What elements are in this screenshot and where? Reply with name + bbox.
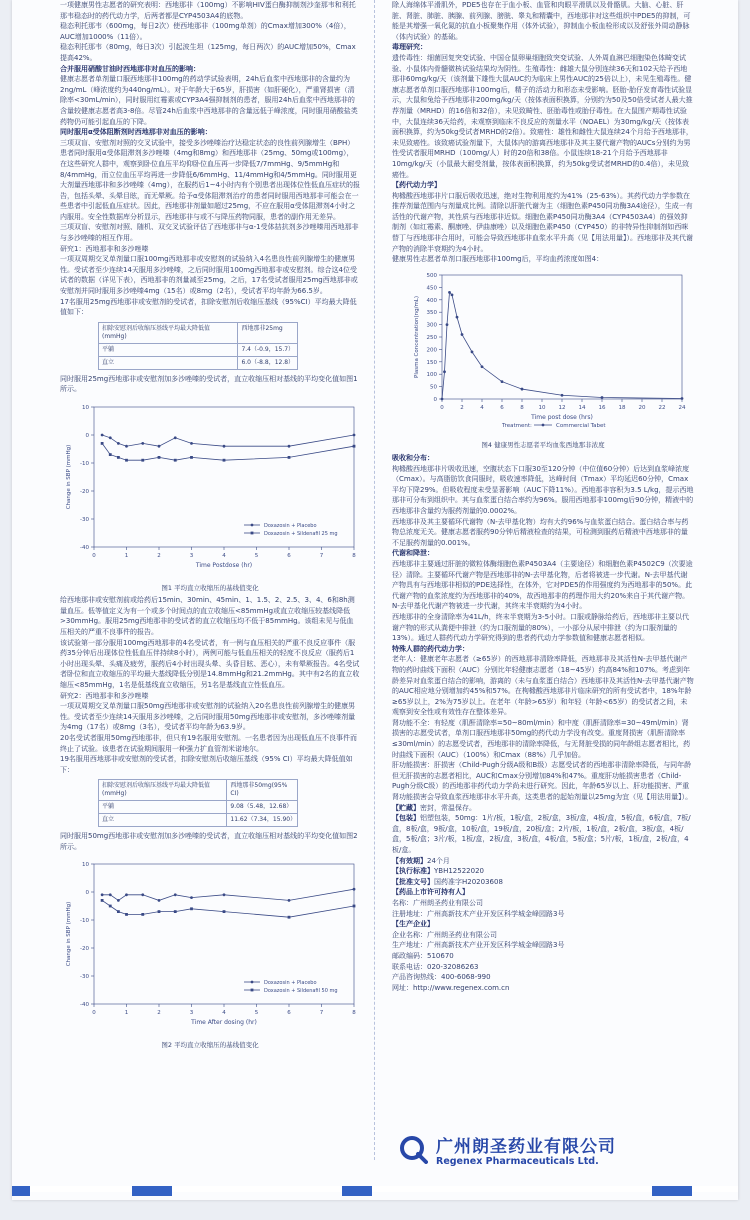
data-point <box>443 370 446 373</box>
text-paragraph: 20名受试者服用50mg西地那非，但只有19名服用安慰剂。一名患者因为出现低血压不良事件而终止了试验。该患者在试验期间服用一种强力扩血管剂米诺地尔。 <box>60 733 357 753</box>
x-axis-label: Time post dose (hrs) <box>531 413 593 421</box>
data-point <box>174 894 177 897</box>
y-axis-label: Change in SBP (mmHg) <box>66 902 72 967</box>
table-header: 扣除安慰剂后收缩压基线平均最大降低值(mmHg) <box>99 322 238 343</box>
x-tick-label: 2 <box>157 553 161 559</box>
section-heading: 代谢和降泄： <box>392 549 434 558</box>
legend-label: Doxazosin + Sildenafil 50 mg <box>264 988 338 995</box>
y-tick-label: 300 <box>426 322 437 329</box>
legend-marker <box>251 989 254 992</box>
x-tick-label: 12 <box>558 404 566 411</box>
text-paragraph: 同时服用50mg西地那非或安慰剂加多沙唑嗪的受试者，直立收缩压相对基线的平均变化值如图2所示。 <box>60 832 358 851</box>
text-paragraph: 一项双周期交叉单剂量口服100mg西地那非或安慰剂的试验纳入4名患良性前列腺增生的健康男性。受试者至少连续14天服用多沙唑嗪，之后同时服用100mg西地那非或安慰剂。综合这4位受试者的数据（详见下表），西地那非的剂量减至25mg，之后，17名受试者服用25mg西地那非或安慰剂并同时服用多沙唑嗪4mg（15名）或8mg（2名），受试者平均年龄为66.5岁。 <box>60 255 358 296</box>
line-chart-fig4 <box>392 267 692 435</box>
y-tick-label: 500 <box>426 272 437 279</box>
text-paragraph: 西地那非主要通过肝脏的微粒体酶细胞色素P4503A4（主要途径）和细胞色素P4502C9（次要途径）清除。主要循环代谢产物是西地那非的N-去甲基化物，后者将被进一步代谢。N-去甲基代谢产物具有与西地那非相似的PDE选择性，在体外，它对PDE5的作用强度约为西地那非的50%。此代谢产物的血浆浓度约为西地那非的40%，故西地那非的药理作用大约20%来自于其代谢产物。N-去甲基化代谢产物被进一步代谢，其终末半衰期约为4小时。 <box>392 559 693 611</box>
data-point <box>353 905 356 908</box>
x-tick-label: 20 <box>638 404 646 411</box>
y-tick-label: 10 <box>82 862 89 869</box>
data-point <box>141 442 144 445</box>
data-point <box>174 459 177 462</box>
x-tick-label: 0 <box>92 1010 96 1017</box>
data-point <box>190 456 193 459</box>
bar-segment <box>652 1186 692 1196</box>
text-paragraph: 一项健康男性志愿者的研究表明：西地那非（100mg）不影响HIV蛋白酶抑制剂沙奎那韦和利托那韦稳态时的药代动力学，后两者都是CYP4503A4的底物。 <box>60 1 356 20</box>
y-tick-label: 10 <box>82 405 89 411</box>
x-tick-label: 22 <box>658 404 666 411</box>
x-tick-label: 4 <box>480 404 484 411</box>
x-tick-label: 8 <box>352 553 356 559</box>
y-tick-label: 200 <box>426 347 437 354</box>
figure-caption: 图2 平均直立收缩压的基线值变化 <box>161 1041 259 1050</box>
series-line <box>442 292 682 399</box>
section-heading: 吸收和分布： <box>392 454 434 463</box>
x-tick-label: 4 <box>222 553 226 559</box>
data-point <box>448 291 451 294</box>
x-tick-label: 5 <box>254 1010 259 1017</box>
data-point <box>353 434 356 437</box>
regenex-logo-icon <box>398 1134 428 1164</box>
x-tick-label: 0 <box>92 553 96 559</box>
data-point <box>353 888 356 891</box>
legend-label: Doxazosin + Placebo <box>264 523 317 529</box>
data-point <box>441 397 444 400</box>
treatment-label: Treatment: <box>502 422 532 429</box>
holder-address: 注册地址：广州高新技术产业开发区科学城金峰园路3号 <box>392 909 565 918</box>
phone: 联系电话：020-32086263 <box>392 962 479 971</box>
bar-segment <box>342 1186 372 1196</box>
data-point <box>481 365 484 368</box>
data-point <box>521 388 524 391</box>
left-column <box>60 0 360 1200</box>
data-point <box>158 899 161 902</box>
legend-marker <box>251 524 254 527</box>
table-row: 直立 6.0（-8.8，12.8） <box>99 356 298 369</box>
figure-caption: 图1 平均直立收缩压的基线值变化 <box>161 583 259 592</box>
text-paragraph: 给西地那非或安慰剂前或给药后15min、30min、45min、1、1.5、2、2.5、3、4、6和8h测量血压。低等值定义为有一个或多个时间点的直立收缩压<85mmHg或直立收缩压较基线降低>30mmHg。服用25mg西地那非的受试者的直立收缩压均不低于85mmHg。该组未见与低血压相关的严重不良事件的报告。 <box>60 596 355 636</box>
bar-segment <box>12 1186 30 1196</box>
y-tick-label: 50 <box>430 384 437 391</box>
data-point <box>109 905 112 908</box>
data-point <box>158 445 161 448</box>
x-tick-label: 8 <box>520 404 524 411</box>
data-point <box>461 333 464 336</box>
x-tick-label: 6 <box>500 404 504 411</box>
text-paragraph: 健康志愿者单剂量口服西地那非100mg的药动学试验表明，24h后血浆中西地那非的含量约为2ng/mL（峰浓度约为440ng/mL）。对于年龄大于65岁，肝损害（如肝硬化），严重肾损害（清除率<30mL/min），同时服用红霉素或CYP3A4强抑制剂的患者，服用24h后血浆中西地那非的含量较健康志愿者高3-8倍。尽管24h后血浆中西地那非的含量远低于峰浓度，同时服用硝酸盐类药物仍可能引起血压的下降。 <box>60 75 358 126</box>
validity-line: 【有效期】24个月 <box>392 856 450 865</box>
data-point <box>501 380 504 383</box>
x-tick-label: 2 <box>157 1010 161 1017</box>
approval-line: 【批准文号】国药准字H20203608 <box>392 877 503 886</box>
y-tick-label: -30 <box>80 517 89 523</box>
data-point <box>190 897 193 900</box>
x-tick-label: 10 <box>538 404 546 411</box>
y-axis-label: Plasma Concentration(ng/mL) <box>414 295 420 378</box>
y-axis-label: Change in SBP (mmHg) <box>66 444 72 510</box>
y-tick-label: -30 <box>80 974 89 981</box>
leaflet-sheet <box>12 0 738 1200</box>
data-point <box>117 899 120 902</box>
company-logo <box>398 1132 638 1176</box>
x-tick-label: 1 <box>124 553 129 559</box>
data-point <box>288 445 291 448</box>
study-heading: 研究2：西地那非和多沙唑嗪 <box>60 691 149 700</box>
data-point <box>223 445 226 448</box>
y-tick-label: 350 <box>426 310 437 317</box>
storage-line: 【贮藏】密封，常温保存。 <box>392 803 476 812</box>
x-tick-label: 5 <box>254 553 259 559</box>
plot-frame <box>442 275 682 399</box>
y-tick-label: -40 <box>80 545 89 551</box>
text-paragraph: 同时服用25mg西地那非或安慰剂加多沙唑嗪的受试者，直立收缩压相对基线的平均变化值如图1所示。 <box>60 374 358 394</box>
bp-table-2 <box>98 779 298 827</box>
legend-marker <box>251 981 254 984</box>
data-point <box>353 445 356 448</box>
x-tick-label: 14 <box>578 404 586 411</box>
text-paragraph: 该试验第一部分服用100mg西地那非的4名受试者，有一例与血压相关的严重不良反应事件（服药35分钟后出现体位性低血压伴持续8小时），两例可能与低血压相关的轻度不良反应（服药后1小时出现头晕、头痛及疲劳，服药后4小时出现头晕、头昏目眩、恶心），未有晕厥报告。4名受试者卧位和直立收缩压的平均最大基线降低分别是14.8mmHg和21.2mmHg。其中有2名的直立收缩压<85mmHg，1名是低基线直立收缩压，另1名是基线直立性低血压。 <box>60 638 360 689</box>
x-tick-label: 4 <box>222 1010 226 1017</box>
y-tick-label: -10 <box>80 918 89 925</box>
text-paragraph: 稳态利托那韦（80mg，每日3次）引起波生坦（125mg，每日两次）的AUC增加50%，Cmax提高42%。 <box>60 43 356 62</box>
company-name-en: Regenex Pharmaceuticals Ltd. <box>436 1156 599 1167</box>
x-tick-label: 6 <box>287 553 291 559</box>
line-chart-fig2 <box>60 854 360 1034</box>
data-point <box>174 911 177 914</box>
text-paragraph: 遗传毒性：细菌回复突变试验、中国仓鼠卵巢细胞致突变试验、人外周血淋巴细胞染色体畸变试验、小鼠体内骨髓微核试验结果均为阴性。生殖毒性：雌雄大鼠分别连续36天和102天给予西地那非60mg/kg/天（该剂量下雄性大鼠AUC约为临床上男性AUC的25倍以上），未见生殖毒性。健康志愿者单剂口服西地那非100mg后，精子的活动力和形态未受影响。胚胎-胎仔发育毒性试验显示，大鼠和兔给予西地那非200mg/kg/天（按体表面积换算，分别约为50及50倍受试者人最大推荐剂量（MRHD）的16倍和32倍），未见致畸性、胚胎毒性或胎仔毒性。在大鼠围产期毒性试验中，大鼠连续36天给药，未观察到临床不良反应的剂量水平（NOAEL）为30mg/kg/天（按体表面积换算，约为50kg受试者MRHD的2倍）。致癌性：雄性和雌性大鼠连续24个月给予西地那非，未见致癌性。该致癌试验剂量下，大鼠体内的游离西地那非及其主要代谢产物的AUCs分别约为男性受试者服用MRHD（100mg/人）时的20倍和38倍。小鼠连续18-21个月给予西地那非10mg/kg/天（小鼠最大耐受剂量，按体表面积换算，约为50kg受试者MRHD的0.4倍），未见致癌性。 <box>392 53 693 179</box>
text-paragraph: 三项双盲、安慰剂对照、随机、双交叉试验评估了西地那非与α-1受体拮抗剂多沙唑嗪用西地那非与多沙唑嗪的相互作用。 <box>60 223 359 243</box>
data-point <box>117 442 120 445</box>
data-point <box>601 396 604 399</box>
maker-name: 企业名称：广州朗圣药业有限公司 <box>392 930 497 939</box>
text-paragraph: 三项双盲、安慰剂对照的交叉试验中，接受多沙唑嗪治疗达稳定状态的良性前列腺增生（BPH）患者同时服用α受体阻滞剂多沙唑嗪（4mg和8mg）和西地那非（25mg、50mg或100mg），在这些研究人群中，观察到卧位血压平均仰卧位血压再一步降低7/7mmHg、9/5mmHg和8/4mmHg，而立位血压平均再进一步降低6/6mmHg、11/4mmHg和4/5mmHg。同时服用更大剂量西地那非和多沙唑嗪（4mg），在服药后1~4小时内有个别患者出现体位性低血压症状的报告，包括头晕、头晕目眩，而无晕厥。给予α受体阻滞剂治疗的患者同时服用西地那非可能会在一些患者中引起低血压症状。因此，西地那非剂量如超过25mg，不应在服用α受体阻滞剂4小时之内服用。安全性数据库分析显示，西地那非与或不与降压药物同服，患者的副作用无差异。 <box>60 138 360 221</box>
website: 网址：http://www.regenex.com.cn <box>392 983 510 992</box>
y-tick-label: 100 <box>426 372 437 379</box>
y-tick-label: 150 <box>426 359 437 366</box>
data-point <box>101 899 104 902</box>
y-tick-label: -20 <box>80 946 89 953</box>
data-point <box>190 442 193 445</box>
data-point <box>109 436 112 439</box>
data-point <box>223 894 226 897</box>
legend-label: Doxazosin + Placebo <box>264 980 317 987</box>
figure-1 <box>60 397 360 593</box>
y-tick-label: 400 <box>426 297 437 304</box>
x-tick-label: 7 <box>319 1010 324 1017</box>
data-point <box>117 456 120 459</box>
data-point <box>223 911 226 914</box>
data-point <box>158 456 161 459</box>
series-line <box>102 890 354 901</box>
text-paragraph: 肾功能不全：有轻度（肌酐清除率=50~80ml/min）和中度（肌酐清除率=30~49ml/min）肾损害的志愿受试者，单剂口服西地那非50mg的药代动力学没有改变。重度肾损害（肌酐清除率≤30ml/min）的志愿受试者，西地那非的清除率降低，与无肾脏受损的同年龄组志愿者相比，药时曲线下面积（AUC）（100%）和Cmax（88%）几乎加倍。 <box>392 718 691 759</box>
text-paragraph: 健康男性志愿者单剂口服西地那非100mg后，平均血药浓度如图4： <box>392 255 604 264</box>
y-tick-label: -20 <box>80 489 89 495</box>
y-tick-label: 0 <box>85 890 89 897</box>
right-column <box>392 0 694 1200</box>
x-tick-label: 0 <box>440 404 444 411</box>
section-heading: 合并服用硝酸甘油时西地那非对血压的影响： <box>60 64 200 73</box>
table-header: 西地那非25mg <box>238 322 298 343</box>
x-tick-label: 2 <box>460 404 464 411</box>
table-header: 西地那非50mg(95% CI) <box>227 780 298 801</box>
data-point <box>288 899 291 902</box>
x-axis-label: Time Postdose (hr) <box>195 562 253 569</box>
data-point <box>451 293 454 296</box>
fold-divider <box>374 0 375 1160</box>
section-heading: 特殊人群的药代动力学： <box>392 644 469 653</box>
table-header: 扣除安慰剂后收缩压基线平均最大降低值(mmHg) <box>99 780 227 801</box>
legend-marker <box>251 532 254 535</box>
maker-address: 生产地址：广州高新技术产业开发区科学城金峰园路3号 <box>392 941 565 950</box>
data-point <box>190 908 193 911</box>
study-heading: 研究1：西地那非和多沙唑嗪 <box>60 244 149 253</box>
text-paragraph: 枸橼酸西地那非片吸收迅速，空腹状态下口服30至120分钟（中位值60分钟）后达到血浆峰浓度（Cmax）。与高脂肪饮食同服时，吸收速率降低，达峰时间（Tmax）平均延迟60分钟，Cmax平均下降29%。但吸收程度未受显著影响（AUC下降11%）。西地那非容积为3.5 L/kg，提示西地那非可分布到组织中。其与血浆蛋白结合率约为96%。服用西地那非100mg后90分钟，精液中的西地那非含量约为服药剂量的0.0002%。 <box>392 464 694 515</box>
treatment-value: Commercial Tabet <box>556 422 606 429</box>
data-point <box>223 459 226 462</box>
data-point <box>125 445 128 448</box>
text-paragraph: 19名服用西地那非或安慰剂的受试者，扣除安慰剂后收缩压基线（95% CI）平均最大降低值如下： <box>60 755 353 774</box>
table-row: 平躺 9.08（5.48，12.68） <box>99 801 298 814</box>
x-tick-label: 16 <box>598 404 606 411</box>
treatment-legend-marker <box>542 423 545 426</box>
data-point <box>446 323 449 326</box>
section-heading: 【药代动力学】 <box>392 181 441 190</box>
data-point <box>125 894 128 897</box>
figure-4 <box>392 267 694 451</box>
text-paragraph: 稳态利托那韦（600mg，每日2次）使西地那非（100mg单剂）的Cmax增加300%（4倍），AUC增加1000%（11倍）。 <box>60 22 351 41</box>
data-point <box>101 442 104 445</box>
data-point <box>174 436 177 439</box>
text-paragraph: 西地那非的全身清除率为41L/h，终末半衰期为3-5小时。口服或静脉给药后，西地那非主要以代谢产物的形式从粪便中排泄（约为口服剂量的80%），一小部分从尿中排泄（约为口服剂量的13%）。通过人群药代动力学研究得到的患者药代动力学参数值和健康志愿者相似。 <box>392 612 690 643</box>
y-tick-label: 250 <box>426 334 437 341</box>
text-paragraph: 肝功能损害：肝损害（Child-Pugh分级A级和B级）志愿受试者的西地那非清除率降低，与同年龄但无肝损害的志愿者相比，AUC和Cmax分别增加84%和47%。重度肝功能损害患者（Child-Pugh分级C级）的西地那非药代动力学尚未进行研究。因此，年龄65岁以上、肝功能损害、严重肾功能损害会导致血浆西地那非水平升高，这类患者的起始剂量以25mg为宜（见【用法用量】）。 <box>392 761 693 802</box>
text-paragraph: 老年人：健康老年志愿者（≥65岁）的西地那非清除率降低，西地那非及其活性N-去甲基代谢产物的药时曲线下面积（AUC）分别比年轻健康志愿者（18~45岁）约高84%和107%。考虑到年龄差异对血浆蛋白结合的影响，游离的（未与血浆蛋白结合）西地那非及其活性N-去甲基代谢产物的AUC相应地分别增加约45%和57%。在枸橼酸西地那非片临床研究的所有受试者中，18%年龄≥65岁以上，2%为75岁以上。在老年（年龄>65岁）和年轻（年龄<65岁）的受试者之间，未观察到安全性或有效性存在整体差异。 <box>392 655 694 717</box>
data-point <box>471 350 474 353</box>
data-point <box>109 453 112 456</box>
x-tick-label: 7 <box>319 553 324 559</box>
data-point <box>158 911 161 914</box>
y-tick-label: 450 <box>426 285 437 292</box>
maker-heading: 【生产企业】 <box>392 920 434 929</box>
x-tick-label: 3 <box>189 1010 194 1017</box>
data-point <box>125 459 128 462</box>
table-row: 平躺 7.4（-0.9，15.7） <box>99 343 298 356</box>
data-point <box>101 894 104 897</box>
bp-table-1 <box>98 322 298 370</box>
series-line <box>102 435 354 446</box>
data-point <box>288 456 291 459</box>
series-line <box>102 901 354 918</box>
data-point <box>109 894 112 897</box>
figure-2 <box>60 854 360 1050</box>
data-point <box>141 913 144 916</box>
x-axis-label: Time After dosing (hr) <box>191 1019 257 1027</box>
bottom-color-bar <box>12 1186 738 1192</box>
line-chart-fig1 <box>60 397 360 577</box>
text-paragraph: 枸橼酸西地那非片口服后吸收迅速，绝对生物利用度约为41%（25-63%）。其药代动力学参数在推荐剂量范围内与剂量成比例。清除以肝脏代谢为主（细胞色素P450同功酶3A4途径），生成一有活性的代谢产物，其性质与西地那非近似。细胞色素P450同功酶3A4（CYP4503A4）的强效抑制剂（如红霉素、酮康唑、伊曲康唑）以及细胞色素P450（CYP450）的非特异性抑制剂如西咪替丁与西地那非合用时，可能会导致西地那非血浆水平升高（见【用法用量】）。西地那非及其代谢产物的消除半衰期约为4小时。 <box>392 191 693 253</box>
holder-name: 名称：广州朗圣药业有限公司 <box>392 898 483 907</box>
x-tick-label: 18 <box>618 404 626 411</box>
x-tick-label: 24 <box>678 404 686 411</box>
data-point <box>681 397 684 400</box>
legend-label: Doxazosin + Sildenafil 25 mg <box>264 531 338 537</box>
data-point <box>456 316 459 319</box>
data-point <box>117 911 120 914</box>
section-heading: 同时服用α受体阻断剂时西地那非对血压的影响： <box>60 128 212 137</box>
y-tick-label: 0 <box>85 433 89 439</box>
y-tick-label: -40 <box>80 1002 89 1009</box>
bar-segment <box>132 1186 172 1196</box>
x-tick-label: 1 <box>124 1010 129 1017</box>
data-point <box>141 459 144 462</box>
table-row: 直立 11.62（7.34，15.90） <box>99 814 298 827</box>
hotline: 产品咨询热线：400-6068-990 <box>392 973 491 982</box>
text-paragraph: 17名服用25mg西地那非或安慰剂的受试者，扣除安慰剂后收缩压基线（95%CI）平均最大降低值如下： <box>60 297 357 317</box>
y-tick-label: -10 <box>80 461 89 467</box>
section-heading: 毒理研究： <box>392 43 427 52</box>
y-tick-label: 0 <box>433 396 437 403</box>
x-tick-label: 3 <box>189 553 194 559</box>
data-point <box>125 913 128 916</box>
package-line: 【包装】铝塑包装，50mg：1片/板，1板/盒，2板/盒，3板/盒，4板/盒，5板/盒，6板/盒，7板/盒，8板/盒，9板/盒，10板/盒，19板/盒，20板/盒；2片/板，1板/盒，2板/盒，3板/盒，4板/盒，5板/盒；3片/板，1板/盒，2板/盒，3板/盒，4板/盒，5板/盒；5片/板，1板/盒，2板/盒，4板/盒。 <box>392 814 691 854</box>
text-paragraph: 西地那非及其主要循环代谢物（N-去甲基化物）均有大约96%与血浆蛋白结合。蛋白结合率与药物总浓度无关。健康志愿者服药90分钟后精液检查的结果，可检测到服药后精液中西地那非的量不足服药剂量的0.001%。 <box>392 517 689 547</box>
text-paragraph: 除人海绵体平滑肌外，PDE5也存在于血小板、血管和肉眼平滑肌以及骨骼肌。大脑、心脏、肝脏、肾脏、肺脏、胰腺、前列腺、膀胱、睾丸和精囊中，西地那非对这些组织中PDE5的抑制，可能是其增强一氧化氮的抗血小板聚集作用（体外试验），抑制血小板血栓形成以及舒张外周动静脉（体内试验）的基础。 <box>392 1 691 41</box>
text-paragraph: 一项双周期交叉单剂量口服50mg西地那非或安慰剂的试验纳入20名患良性前列腺增生的健康男性。受试者至少连续14天服用多沙唑嗪，之后同时服用50mg西地那非或安慰剂，多沙唑嗪剂量为4mg（17名）或8mg（3名），受试者平均年龄为63.9岁。 <box>60 702 356 732</box>
x-tick-label: 6 <box>287 1010 291 1017</box>
data-point <box>141 894 144 897</box>
data-point <box>288 916 291 919</box>
figure-caption: 图4 健康男性志愿者平均血浆西地那非浓度 <box>481 441 605 450</box>
holder-heading: 【药品上市许可持有人】 <box>392 888 469 897</box>
data-point <box>561 394 564 397</box>
postcode: 邮政编码：510670 <box>392 951 454 960</box>
company-name-cn: 广州朗圣药业有限公司 <box>436 1137 616 1157</box>
x-tick-label: 8 <box>352 1010 356 1017</box>
standard-line: 【执行标准】YBH12522020 <box>392 867 484 876</box>
data-point <box>101 434 104 437</box>
